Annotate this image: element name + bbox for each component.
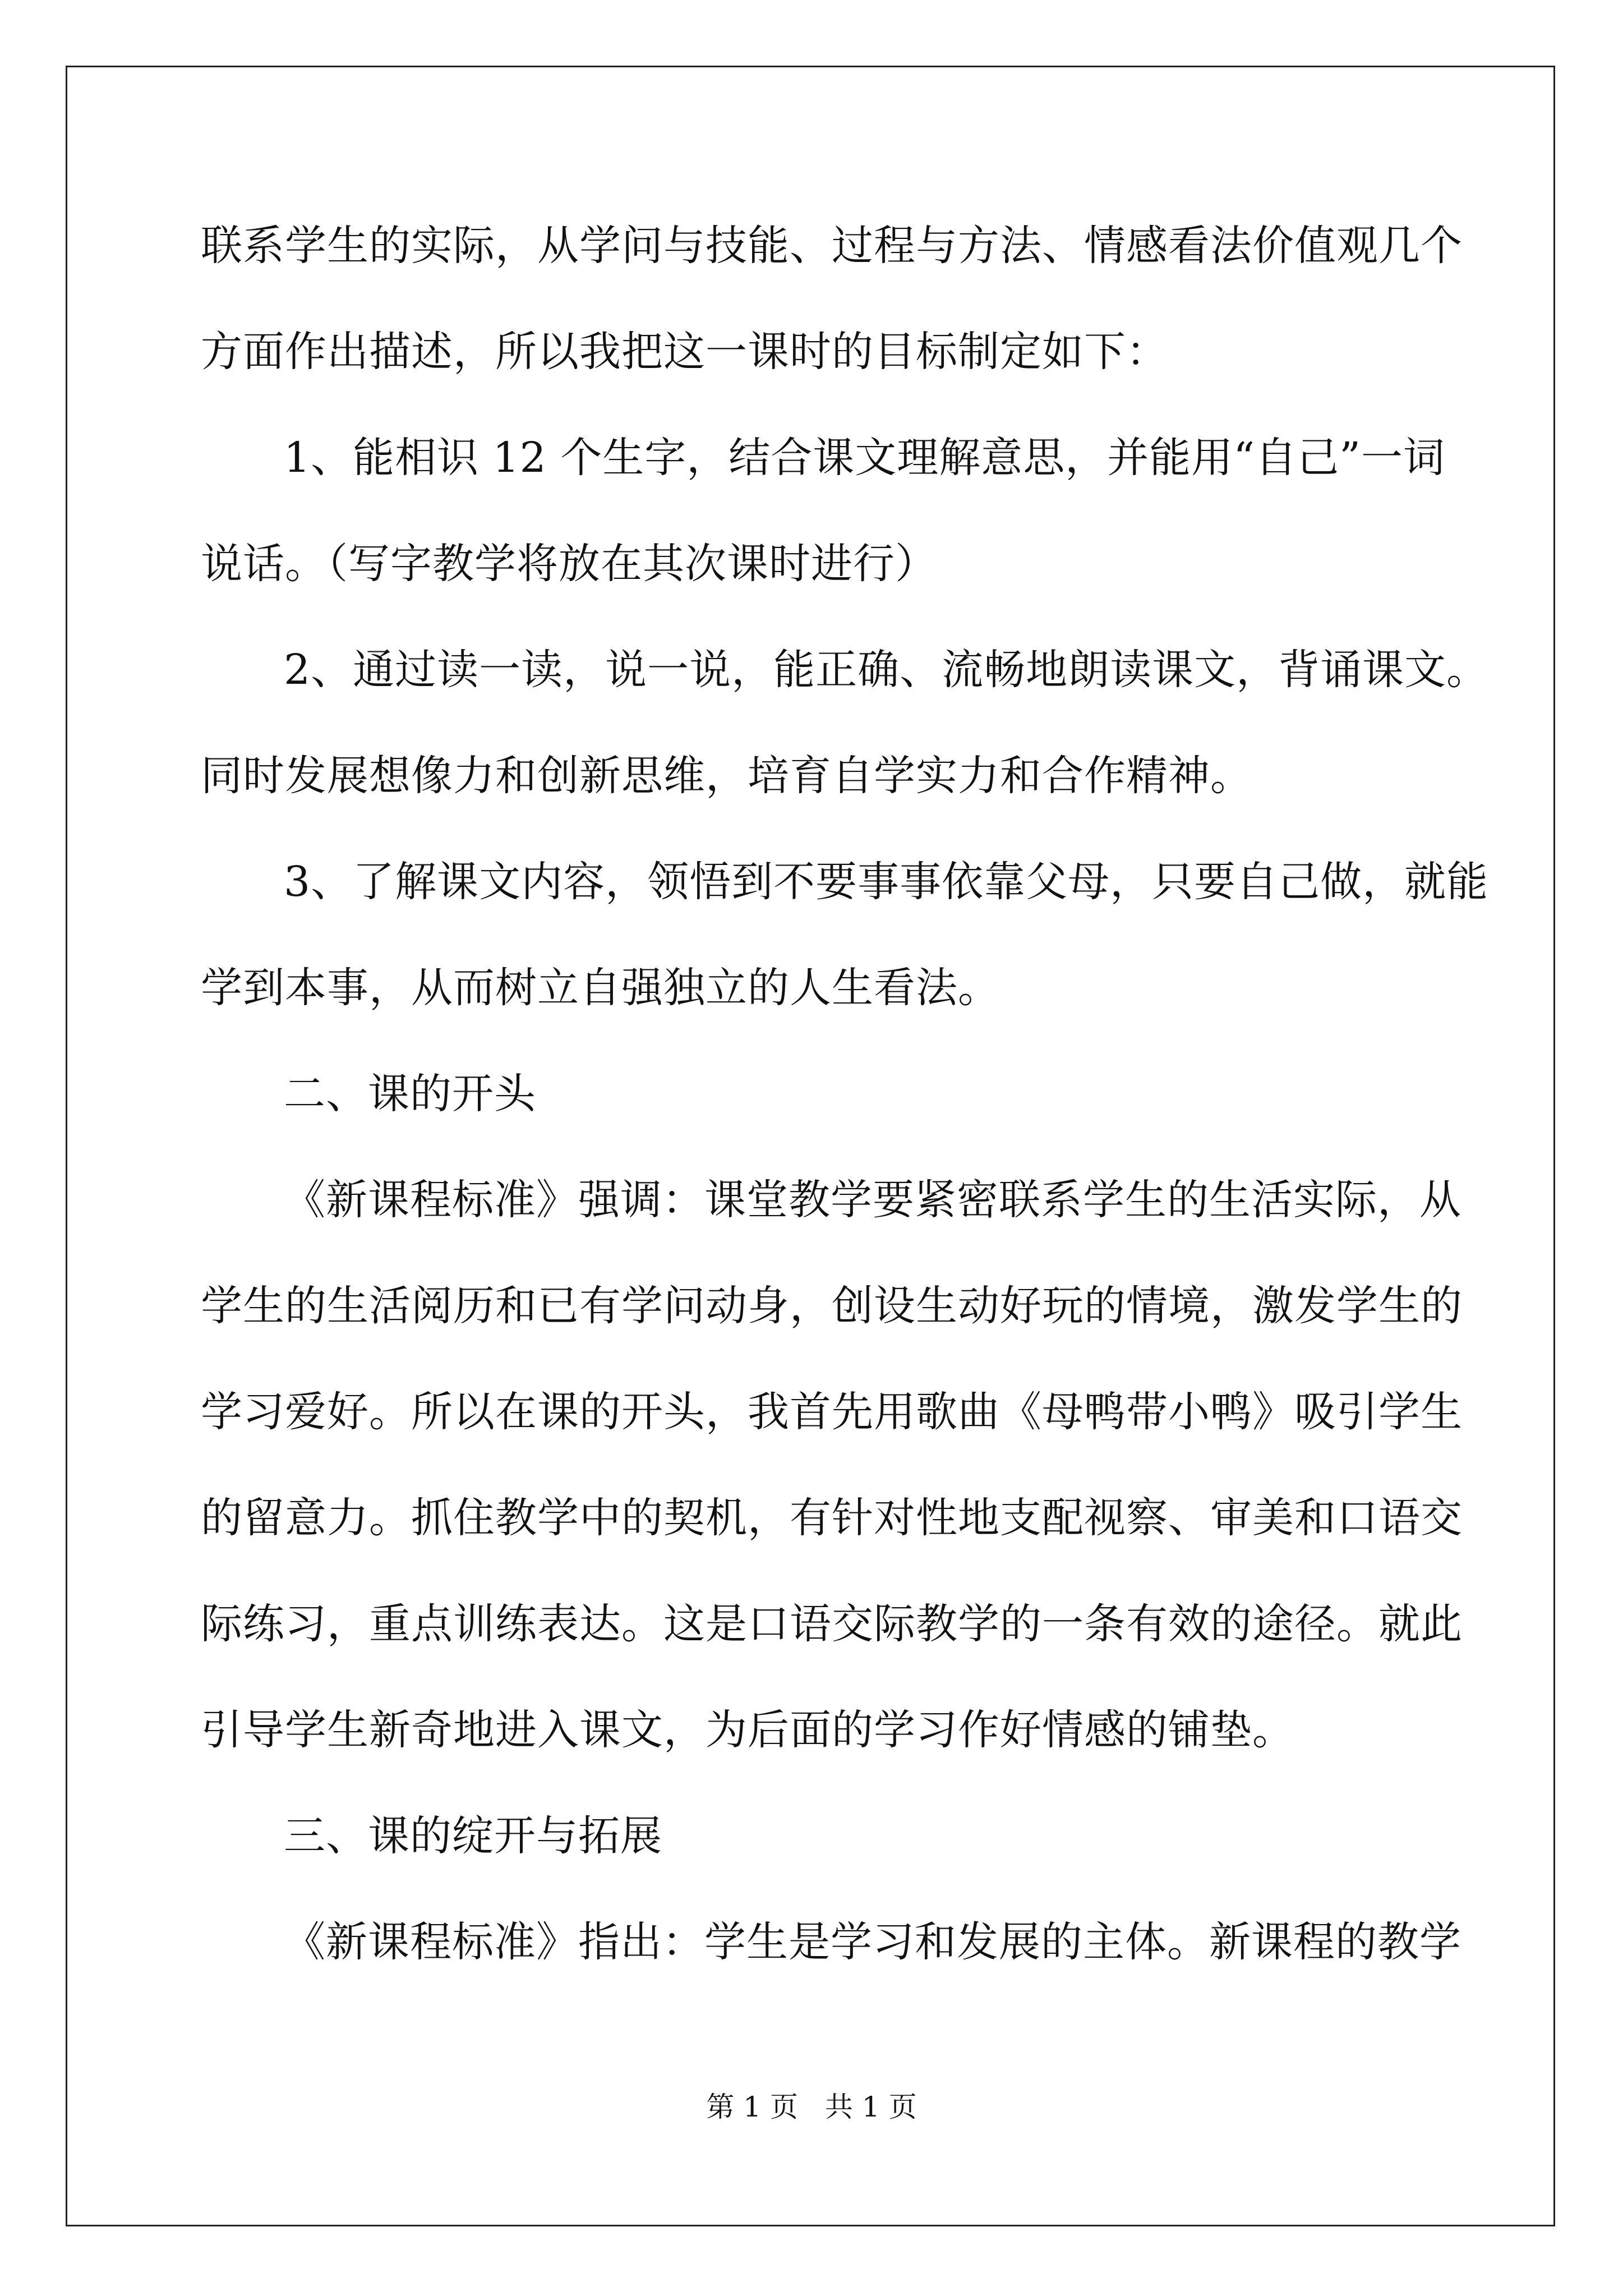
page-footer <box>0 2090 1623 2124</box>
text-line: 同时发展想像力和创新思维，培育自学实力和合作精神。 <box>201 752 1252 800</box>
page-total: 共 1 页 <box>825 2091 917 2123</box>
page-border <box>66 66 1555 2226</box>
text-line: 引导学生新奇地进入课文，为后面的学习作好情感的铺垫。 <box>201 1706 1294 1754</box>
section-heading: 二、课的开头 <box>284 1070 536 1118</box>
page-number: 第 1 页 <box>706 2091 798 2123</box>
text-line: 的留意力。抓住教学中的契机，有针对性地支配视察、审美和口语交 <box>201 1494 1463 1542</box>
text-line: 3、了解课文内容，领悟到不要事事依靠父母，只要自己做，就能 <box>284 858 1489 906</box>
text-line: 1、能相识 12 个生字，结合课文理解意思，并能用“自己”一词 <box>284 434 1445 482</box>
text-line: 联系学生的实际，从学问与技能、过程与方法、情感看法价值观几个 <box>201 222 1463 270</box>
text-line: 《新课程标准》指出：学生是学习和发展的主体。新课程的教学 <box>284 1918 1461 1966</box>
text-line: 《新课程标准》强调：课堂教学要紧密联系学生的生活实际，从 <box>284 1176 1461 1224</box>
text-line: 学习爱好。所以在课的开头，我首先用歌曲《母鸭带小鸭》吸引学生 <box>201 1388 1463 1436</box>
text-line: 学生的生活阅历和已有学问动身，创设生动好玩的情境，激发学生的 <box>201 1282 1463 1330</box>
text-line: 际练习，重点训练表达。这是口语交际教学的一条有效的途径。就此 <box>201 1600 1463 1648</box>
text-line: 说话。（写字教学将放在其次课时进行） <box>201 540 937 588</box>
text-line: 学到本事，从而树立自强独立的人生看法。 <box>201 964 1000 1012</box>
text-line: 2、通过读一读，说一说，能正确、流畅地朗读课文，背诵课文。 <box>284 646 1489 694</box>
text-line: 方面作出描述，所以我把这一课时的目标制定如下： <box>201 328 1168 376</box>
section-heading: 三、课的绽开与拓展 <box>284 1812 662 1860</box>
